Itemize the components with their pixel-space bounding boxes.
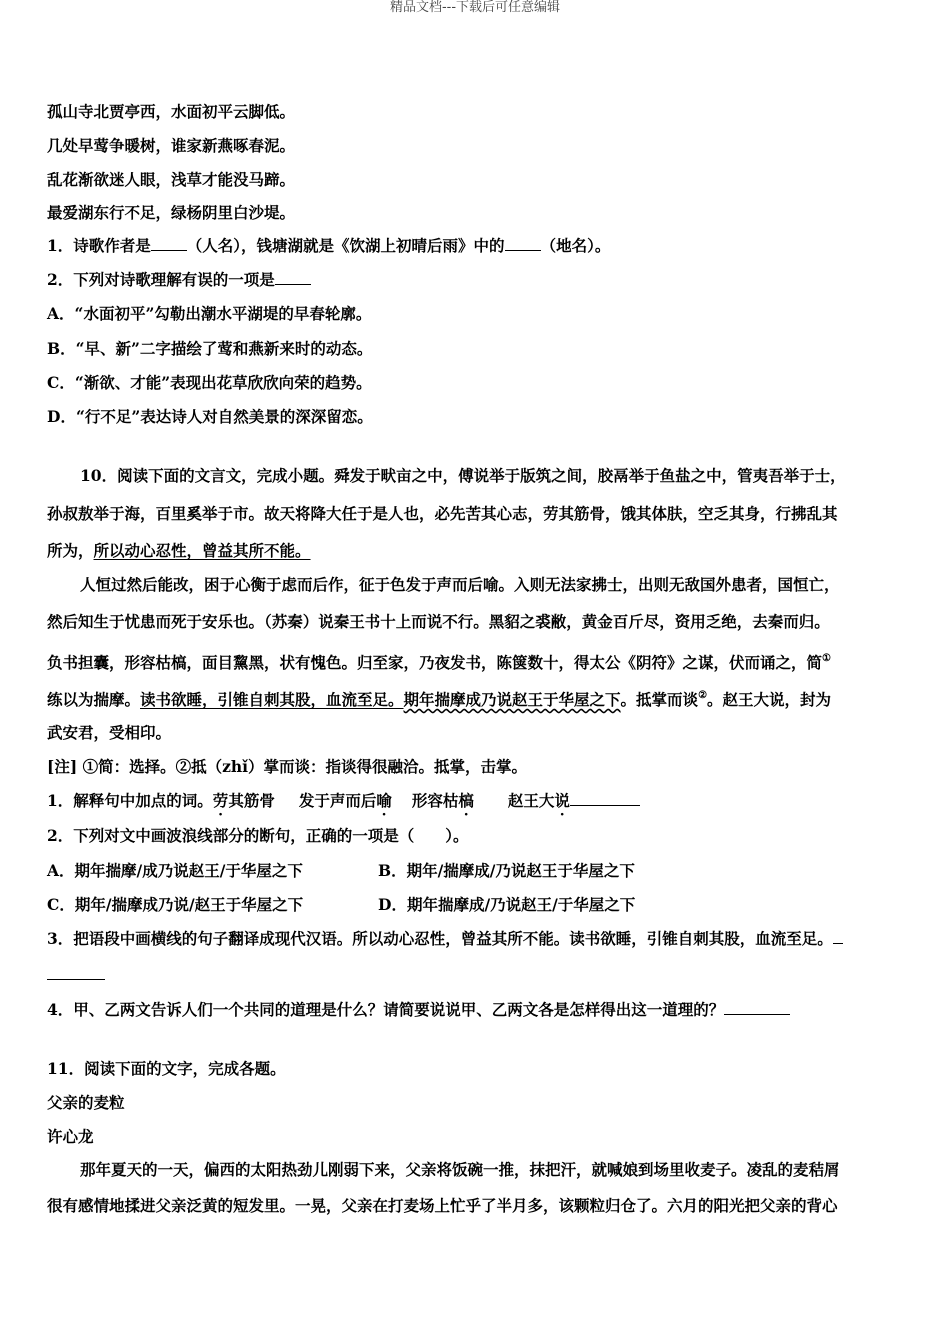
option-a: A．期年揣摩/成乃说赵王/于华屋之下 (47, 861, 303, 880)
answer-blank[interactable] (570, 791, 640, 806)
poem-line: 最爱湖东行不足，绿杨阴里白沙堤。 (47, 203, 296, 222)
question-text: 赵王大 (507, 791, 555, 810)
article-title: 父亲的麦粒 (47, 1093, 125, 1112)
question-3 (47, 928, 843, 950)
question-text: 形容枯 (411, 791, 459, 810)
answer-blank[interactable] (47, 965, 105, 980)
question-text: 1．解释句中加点的词。 (47, 791, 213, 810)
answer-blank[interactable] (724, 1000, 790, 1015)
footnote-marker: ① (822, 653, 831, 664)
passage-text: 。抵掌而谈 (620, 690, 699, 709)
answer-line (47, 964, 105, 986)
poem-line: 几处早莺争暖树，谁家新燕啄春泥。 (47, 136, 296, 155)
footnote-marker: ② (698, 690, 708, 701)
answer-blank[interactable] (833, 929, 843, 944)
underlined-sentence: 所以动心忍性，曾益其所不能。 (93, 541, 311, 560)
passage-line: 10．阅读下面的文言文，完成小题。舜发于畎亩之中，傅说举于版筑之间，胶鬲举于鱼盐之中，管夷吾举于士， (80, 466, 846, 485)
passage-line (47, 685, 831, 711)
option-b: B．期年/揣摩成/乃说赵王于华屋之下 (378, 861, 635, 880)
article-author: 许心龙 (47, 1127, 94, 1146)
passage-line (47, 540, 311, 562)
passage-line (47, 648, 831, 674)
dotted-word: 喻 (376, 791, 392, 810)
passage-line: 人恒过然后能改，困于心衡于虑而后作，征于色发于声而后喻。入则无法家拂士，出则无敌国外患者，国恒亡， (80, 575, 840, 594)
dotted-word: 槁 (458, 791, 474, 810)
question-text: （人名），钱塘湖就是《饮湖上初晴后雨》中的 (186, 236, 505, 255)
question-2 (47, 269, 311, 291)
poem-line: 乱花渐欲迷人眼，浅草才能没马蹄。 (47, 170, 296, 189)
question-2: 2．下列对文中画波浪线部分的断句，正确的一项是（ ）。 (47, 826, 469, 845)
option-c: C．期年/揣摩成乃说/赵王于华屋之下 (47, 895, 304, 914)
option-b: B．“早、新”二字描绘了莺和燕新来时的动态。 (47, 339, 373, 358)
option-a: A．“水面初平”勾勒出潮水平湖堤的早春轮廓。 (47, 304, 372, 323)
question-text: 3．把语段中画横线的句子翻译成现代汉语。所以动心忍性，曾益其所不能。读书欲睡，引锥自刺其股，血流至足。 (47, 929, 833, 948)
question-1 (47, 790, 640, 812)
option-d: D．“行不足”表达诗人对自然美景的深深留恋。 (47, 407, 373, 426)
dotted-word: 说 (554, 791, 570, 810)
question-text: 2．下列对诗歌理解有误的一项是 (47, 270, 275, 289)
option-d: D．期年揣摩成/乃说赵王/于华屋之下 (378, 895, 636, 914)
question-text: 4．甲、乙两文告诉人们一个共同的道理是什么？请简要说说甲、乙两文各是怎样得出这一道理的？ (47, 1000, 725, 1019)
question-text: 发于声而后 (298, 791, 377, 810)
passage-line: 那年夏天的一天，偏西的太阳热劲儿刚弱下来，父亲将饭碗一推，抹把汗，就喊娘到场里收麦子。凌乱的麦秸屑 (80, 1160, 840, 1179)
passage-text: 。赵王大说，封为 (707, 690, 832, 709)
answer-blank[interactable] (505, 236, 541, 251)
footnote: [注] ①简：选择。②抵（zhǐ）掌而谈：指谈得很融洽。抵掌，击掌。 (47, 757, 528, 776)
underlined-sentence: 读书欲睡，引锥自刺其股，血流至足。 (140, 690, 404, 709)
passage-text: 练以为揣摩。 (47, 690, 141, 709)
passage-line: 孙叔敖举于海，百里奚举于市。故天将降大任于是人也，必先苦其心志，劳其筋骨，饿其体肤，空乏其身，行拂乱其 (47, 504, 838, 523)
passage-text: 所为， (47, 541, 94, 560)
question-intro: 11．阅读下面的文字，完成各题。 (47, 1059, 286, 1078)
passage-line: 然后知生于忧患而死于安乐也。（苏秦）说秦王书十上而说不行。黑貂之裘敝，黄金百斤尽，资用乏绝，去秦而归。 (47, 612, 830, 631)
answer-blank[interactable] (275, 270, 311, 285)
option-c: C．“渐欲、才能”表现出花草欣欣向荣的趋势。 (47, 373, 372, 392)
passage-text: 负书担囊，形容枯槁，面目黧黑，状有愧色。归至家，乃夜发书，陈箧数十，得太公《阴符》之谋，伏而诵之，简 (47, 653, 823, 672)
question-4 (47, 999, 790, 1021)
question-text: （地名）。 (540, 236, 611, 255)
page-header: 精品文档---下载后可任意编辑 (389, 0, 561, 15)
answer-blank[interactable] (151, 236, 187, 251)
question-1 (47, 235, 610, 257)
dotted-word: 劳 (212, 791, 229, 810)
poem-line: 孤山寺北贾亭西，水面初平云脚低。 (47, 102, 296, 121)
passage-line: 很有感情地揉进父亲泛黄的短发里。一晃，父亲在打麦场上忙乎了半月多，该颗粒归仓了。六月的阳光把父亲的背心 (47, 1196, 838, 1215)
passage-line: 武安君，受相印。 (47, 723, 172, 742)
wavy-underlined-phrase: 期年揣摩成乃说赵王于华屋之下 (403, 690, 621, 709)
question-text: 1．诗歌作者是 (47, 236, 151, 255)
question-text: 其筋骨 (228, 791, 275, 810)
